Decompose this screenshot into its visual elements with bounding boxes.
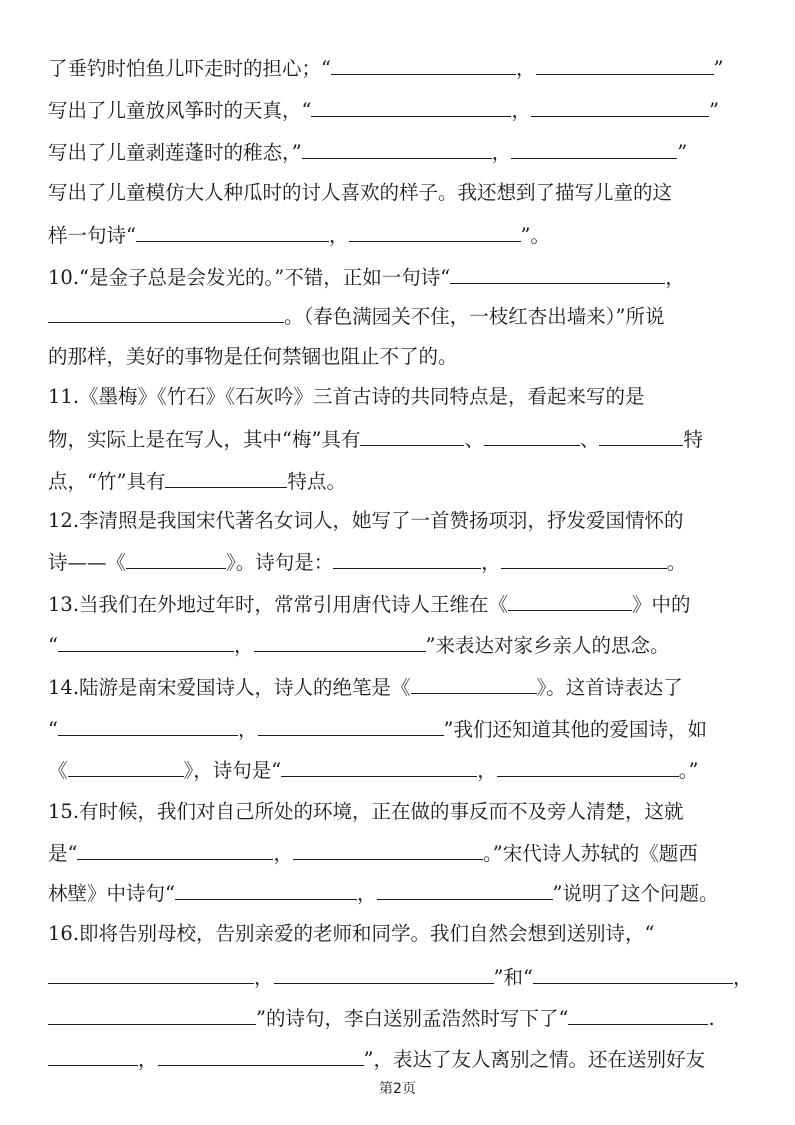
line-text: 。”宋代诗人苏轼的《题西	[483, 842, 698, 865]
question-number: 15.	[48, 800, 80, 823]
answer-blank[interactable]	[333, 550, 481, 569]
line-text: “	[48, 718, 58, 741]
line-text: 。	[666, 551, 687, 574]
worksheet-line	[48, 633, 748, 658]
worksheet-line	[48, 592, 748, 617]
worksheet-line	[48, 922, 748, 946]
worksheet-line	[48, 758, 748, 783]
line-text: ，	[233, 634, 254, 657]
line-text: 写出了儿童模仿大人种瓜时的讨人喜欢的样子。我还想到了描写儿童的这	[48, 181, 673, 204]
line-text: ，	[511, 99, 531, 122]
question-number: 12.	[48, 509, 80, 532]
answer-blank[interactable]	[48, 1006, 256, 1025]
worksheet-line	[48, 223, 748, 248]
line-text: ，	[356, 882, 377, 905]
line-text: ，	[254, 966, 274, 989]
answer-blank[interactable]	[450, 265, 665, 284]
line-text: 《	[48, 759, 68, 782]
line-text: .	[708, 1007, 715, 1030]
answer-blank[interactable]	[68, 758, 184, 777]
answer-blank[interactable]	[311, 98, 511, 117]
worksheet-line	[48, 140, 748, 165]
answer-blank[interactable]	[258, 717, 444, 736]
line-text: 特	[683, 428, 703, 451]
worksheet-line	[48, 675, 748, 700]
answer-blank[interactable]	[175, 881, 357, 900]
line-text: ”的诗句，李白送别孟浩然时写下了“	[256, 1007, 569, 1030]
line-text: 样一句诗“	[48, 224, 136, 247]
line-text: ”	[709, 99, 719, 122]
line-text: 特点。	[287, 470, 346, 493]
worksheet-line	[48, 1006, 748, 1031]
answer-blank[interactable]	[165, 469, 287, 488]
answer-blank[interactable]	[58, 633, 234, 652]
worksheet-line	[48, 800, 748, 824]
answer-blank[interactable]	[531, 98, 709, 117]
line-text: 》。这首诗表达了	[536, 676, 683, 699]
worksheet-line	[48, 181, 748, 205]
line-text: ，	[477, 759, 497, 782]
answer-blank[interactable]	[77, 841, 273, 860]
answer-blank[interactable]	[349, 223, 521, 242]
worksheet-line	[48, 550, 748, 575]
answer-blank[interactable]	[484, 427, 580, 446]
answer-blank[interactable]	[568, 1006, 708, 1025]
answer-blank[interactable]	[536, 56, 714, 75]
line-text: 写出了儿童放风筝时的天真，“	[48, 99, 312, 122]
answer-blank[interactable]	[360, 427, 464, 446]
line-text: 当我们在外地过年时，常常引用唐代诗人王维在《	[79, 593, 509, 616]
line-text: ”，表达了友人离别之情。还在送别好友	[363, 1048, 705, 1071]
answer-blank[interactable]	[511, 140, 677, 159]
line-text: ，	[732, 966, 753, 989]
line-text: ，	[328, 224, 349, 247]
line-text: ”来表达对家乡亲人的思念。	[425, 634, 670, 657]
line-text: 即将告别母校，告别亲爱的老师和同学。我们自然会想到送别诗，“	[79, 922, 655, 945]
worksheet-line	[48, 841, 748, 866]
worksheet-line	[48, 965, 753, 990]
line-text: ，	[491, 141, 512, 164]
line-text: 了垂钓时怕鱼儿吓走时的担心；“	[48, 57, 331, 80]
worksheet-line	[48, 265, 748, 290]
line-text: 有时候，我们对自己所处的环境，正在做的事反而不及旁人清楚，这就	[79, 800, 684, 823]
line-text: ，	[138, 1048, 158, 1071]
line-text: 是“	[48, 842, 78, 865]
line-text: ”	[713, 57, 724, 80]
answer-blank[interactable]	[331, 56, 516, 75]
line-text: 。”	[678, 759, 699, 782]
line-text: 诗——《	[48, 551, 127, 574]
answer-blank[interactable]	[48, 1047, 138, 1066]
line-text: 林壁》中诗句“	[48, 882, 175, 905]
question-number: 10.	[48, 266, 80, 289]
line-text: ，	[237, 718, 258, 741]
answer-blank[interactable]	[411, 675, 537, 694]
worksheet-line	[48, 385, 748, 409]
question-number: 16.	[48, 922, 80, 945]
answer-blank[interactable]	[377, 881, 553, 900]
line-text: 》。诗句是：	[226, 551, 334, 574]
worksheet-line	[48, 469, 748, 494]
worksheet-line	[48, 509, 748, 533]
answer-blank[interactable]	[508, 592, 632, 611]
line-text: 物，实际上是在写人，其中“梅”具有	[48, 428, 361, 451]
line-text: 、	[579, 428, 600, 451]
worksheet-line	[48, 345, 748, 369]
answer-blank[interactable]	[136, 223, 329, 242]
worksheet-line	[48, 881, 748, 906]
question-number: 11.	[48, 385, 80, 408]
line-text: ，	[481, 551, 501, 574]
worksheet-line	[48, 717, 748, 742]
line-text: 《墨梅》《竹石》《石灰吟》三首古诗的共同特点是，看起来写的是	[79, 385, 645, 408]
line-text: ，	[515, 57, 536, 80]
question-number: 13.	[48, 593, 80, 616]
line-text: 》中的	[632, 593, 691, 616]
answer-blank[interactable]	[158, 1047, 364, 1066]
line-text: 。（春色满园关不住，一枝红杏出墙来）”所说	[284, 305, 665, 328]
answer-blank[interactable]	[281, 758, 477, 777]
question-number: 14.	[48, 676, 80, 699]
answer-blank[interactable]	[58, 717, 238, 736]
line-text: ，	[665, 266, 685, 289]
line-text: ”。	[520, 224, 550, 247]
line-text: 陆游是南宋爱国诗人，诗人的绝笔是《	[79, 676, 411, 699]
worksheet-line	[48, 56, 748, 81]
answer-blank[interactable]	[497, 758, 679, 777]
answer-blank[interactable]	[126, 550, 226, 569]
answer-blank[interactable]	[48, 304, 284, 323]
answer-blank[interactable]	[48, 965, 254, 984]
line-text: 写出了儿童剥莲蓬时的稚态，”	[48, 141, 302, 164]
line-text: 李清照是我国宋代著名女词人，她写了一首赞扬项羽，抒发爱国情怀的	[79, 509, 684, 532]
line-text: 、	[464, 428, 484, 451]
worksheet-line	[48, 427, 748, 452]
answer-blank[interactable]	[533, 965, 733, 984]
line-text: ”说明了这个问题。	[552, 882, 719, 905]
answer-blank[interactable]	[274, 965, 494, 984]
line-text: 点，“竹”具有	[48, 470, 166, 493]
answer-blank[interactable]	[501, 550, 667, 569]
line-text: ”我们还知道其他的爱国诗，如	[443, 718, 707, 741]
answer-blank[interactable]	[254, 633, 426, 652]
line-text: 的那样，美好的事物是任何禁锢也阻止不了的。	[48, 345, 458, 368]
line-text: “	[48, 634, 58, 657]
line-text: ，	[273, 842, 293, 865]
answer-blank[interactable]	[599, 427, 683, 446]
line-text: “是金子总是会发光的。”不错，正如一句诗“	[79, 266, 451, 289]
page-number: 第2页	[379, 1081, 416, 1097]
worksheet-line	[48, 98, 748, 123]
line-text: ”和“	[493, 966, 533, 989]
answer-blank[interactable]	[293, 841, 483, 860]
worksheet-line	[48, 304, 748, 329]
line-text: 》，诗句是“	[183, 759, 282, 782]
answer-blank[interactable]	[302, 140, 492, 159]
line-text: ”	[677, 141, 688, 164]
worksheet-line	[48, 1047, 748, 1072]
